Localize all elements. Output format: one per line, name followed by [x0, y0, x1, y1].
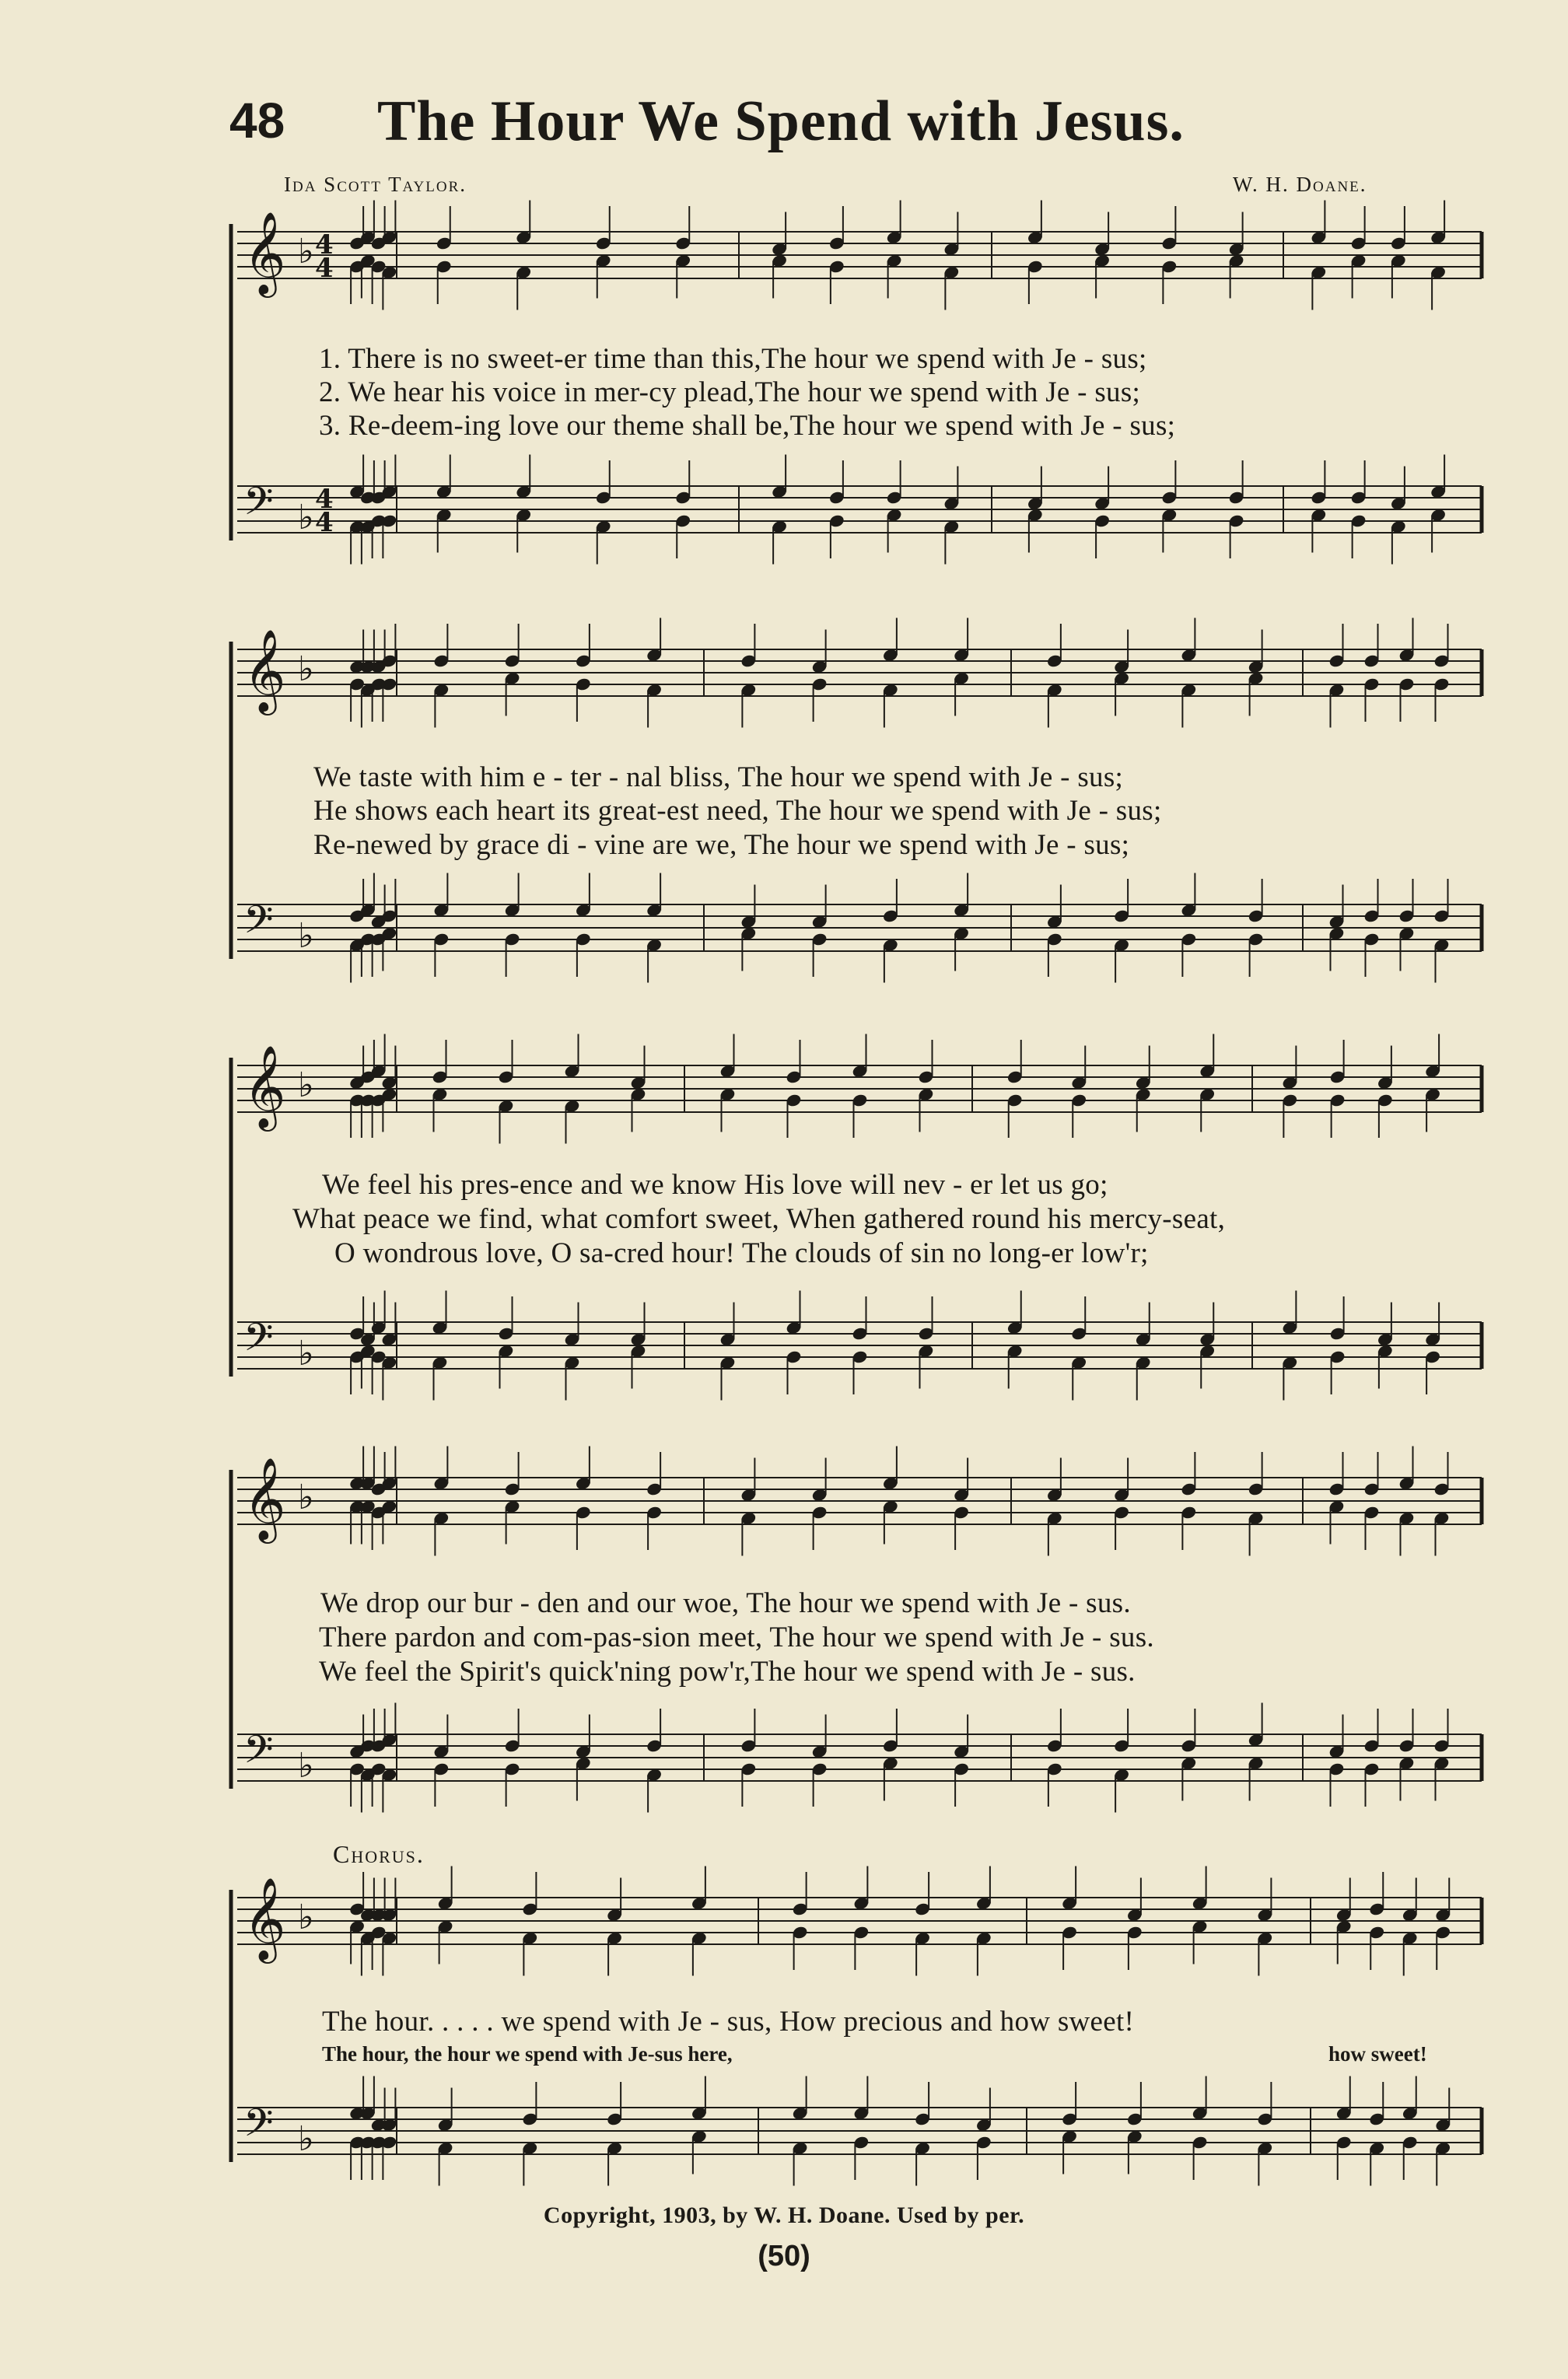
treble-clef-icon: 𝄞 [243, 1457, 286, 1540]
flat-icon: ♭ [298, 1898, 314, 1937]
copyright-notice: Copyright, 1903, by W. H. Doane. Used by per. [543, 2202, 1025, 2228]
lyric-line: 2. We hear his voice in mer-cy plead,The hour we spend with Je - sus; [319, 376, 1141, 408]
lyric-line: Re-newed by grace di - vine are we, The hour we spend with Je - sus; [313, 829, 1130, 861]
lyric-line: 3. Re-deem-ing love our theme shall be,The hour we spend with Je - sus; [319, 410, 1176, 442]
bass-clef-icon: 𝄢 [243, 2101, 274, 2155]
lyric-line: We taste with him e - ter - nal bliss, The hour we spend with Je - sus; [313, 761, 1124, 793]
hymn-title: The Hour We Spend with Jesus. [377, 89, 1185, 153]
chorus-lyric: The hour. . . . . we spend with Je - sus, How precious and how sweet! [322, 2006, 1135, 2038]
lyric-line: We drop our bur - den and our woe, The hour we spend with Je - sus. [320, 1587, 1131, 1619]
time-signature: 4 [315, 484, 334, 515]
flat-icon: ♭ [298, 1478, 314, 1517]
flat-icon: ♭ [298, 649, 314, 689]
lyric-line: We feel the Spirit's quick'ning pow'r,The hour we spend with Je - sus. [319, 1656, 1136, 1688]
time-signature: 4 [315, 507, 334, 538]
lyric-line: 1. There is no sweet-er time than this,The hour we spend with Je - sus; [319, 343, 1147, 375]
lyric-line: What peace we find, what comfort sweet, When gathered round his mercy-seat, [292, 1203, 1226, 1235]
flat-icon: ♭ [298, 1746, 314, 1786]
treble-clef-icon: 𝄞 [243, 1044, 286, 1128]
time-signature: 4 [315, 229, 334, 261]
composer-credit: W. H. Doane. [1233, 173, 1367, 196]
time-signature: 4 [315, 253, 334, 284]
hymn-number: 48 [229, 93, 285, 149]
bass-clef-icon: 𝄢 [243, 1315, 274, 1370]
treble-clef-icon: 𝄞 [243, 211, 286, 294]
chorus-alto-lyric-end: how sweet! [1328, 2042, 1427, 2066]
author-credit: Ida Scott Taylor. [284, 173, 467, 196]
lyric-line: He shows each heart its great-est need, The hour we spend with Je - sus; [313, 795, 1162, 827]
flat-icon: ♭ [298, 498, 314, 537]
lyric-line: We feel his pres-ence and we know His love will nev - er let us go; [322, 1169, 1108, 1201]
bass-clef-icon: 𝄢 [243, 479, 274, 534]
flat-icon: ♭ [298, 1065, 314, 1105]
chorus-label: Chorus. [333, 1840, 425, 1868]
flat-icon: ♭ [298, 232, 314, 271]
chorus-alto-lyric: The hour, the hour we spend with Je-sus here, [322, 2042, 733, 2066]
lyric-line: There pardon and com-pas-sion meet, The hour we spend with Je - sus. [319, 1622, 1154, 1653]
page-number: (50) [758, 2240, 810, 2272]
treble-clef-icon: 𝄞 [243, 628, 286, 712]
flat-icon: ♭ [298, 1334, 314, 1373]
flat-icon: ♭ [298, 916, 314, 956]
lyric-line: O wondrous love, O sa-cred hour! The clouds of sin no long-er low'r; [334, 1237, 1149, 1269]
bass-clef-icon: 𝄢 [243, 897, 274, 952]
bass-clef-icon: 𝄢 [243, 1727, 274, 1782]
flat-icon: ♭ [298, 2119, 314, 2159]
treble-clef-icon: 𝄞 [243, 1877, 286, 1960]
